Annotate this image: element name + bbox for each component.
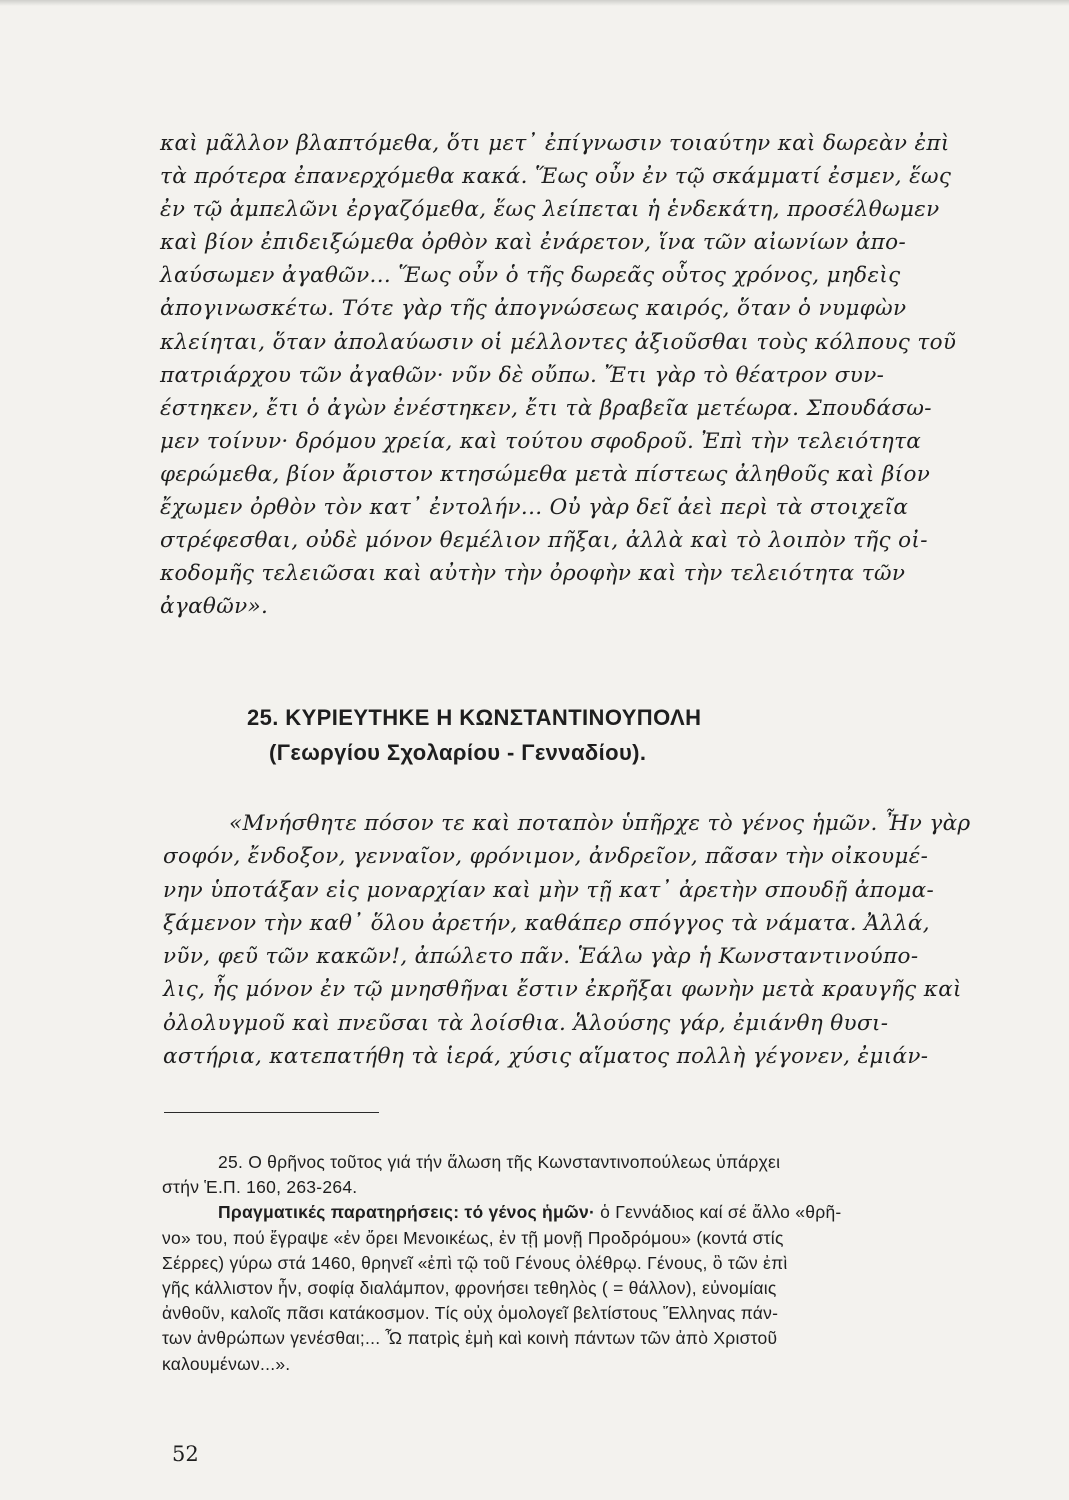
section-heading [247, 700, 947, 770]
footnote-line: Σέρρες) γύρω στά 1460, θρηνεῖ «ἐπὶ τῷ τοῦ Γένους ὀλέθρῳ. Γένους, ὃ τῶν ἐπὶ [162, 1252, 788, 1273]
quote-text [163, 807, 1023, 1073]
quote-line: ὀλολυγμοῦ καὶ πνεῦσαι τὰ λοίσθια. Ἁλούσης γάρ, ἐμιάνθη θυσι- [163, 1010, 889, 1036]
body-line: στρέφεσθαι, οὐδὲ μόνον θεμέλιον πῆξαι, ἀλλὰ καὶ τὸ λοιπὸν τῆς οἰ- [160, 528, 928, 554]
page-number: 52 [172, 1442, 199, 1466]
body-line: καὶ βίον ἐπιδειξώμεθα ὀρθὸν καὶ ἐνάρετον, ἵνα τῶν αἰωνίων ἀπο- [160, 230, 907, 256]
section-title: 25. ΚΥΡΙΕΥΤΗΚΕ Η ΚΩΝΣΤΑΝΤΙΝΟΥΠΟΛΗ [247, 705, 702, 730]
footnote-divider [164, 1112, 379, 1113]
body-line: ἐν τῷ ἀμπελῶνι ἐργαζόμεθα, ἕως λείπεται ἡ ἑνδεκάτη, προσέλθωμεν [160, 197, 940, 223]
body-line: τὰ πρότερα ἐπανερχόμεθα κακά. Ἕως οὖν ἐν τῷ σκάμματί ἐσμεν, ἕως [160, 164, 952, 190]
footnote-line: καλουμένων...». [162, 1353, 291, 1374]
footnote-text: ὁ Γεννάδιος καί σέ ἄλλο «θρῆ- [595, 1202, 842, 1223]
body-line: φερώμεθα, βίον ἄριστον κτησώμεθα μετὰ πίστεως ἀληθοῦς καὶ βίον [160, 461, 931, 487]
quote-line: λις, ἧς μόνον ἐν τῷ μνησθῆναι ἔστιν ἐκρῆξαι φωνὴν μετὰ κραυγῆς καὶ [163, 977, 962, 1003]
quote-line: σοφόν, ἔνδοξον, γενναῖον, φρόνιμον, ἀνδρεῖον, πᾶσαν τὴν οἰκουμέ- [163, 844, 929, 870]
quote-line: νην ὑποτάξαν εἰς μοναρχίαν καὶ μὴν τῇ κατ᾿ ἀρετὴν σπουδῇ ἀπομα- [163, 877, 935, 903]
footnote-line [162, 1200, 1022, 1225]
footnotes [162, 1150, 1022, 1377]
body-text [160, 127, 1022, 623]
body-line: κοδομῆς τελειῶσαι καὶ αὐτὴν τὴν ὀροφὴν καὶ τὴν τελειότητα τῶν [160, 561, 906, 587]
quote-line: αστήρια, κατεπατήθη τὰ ἱερά, χύσις αἵματος πολλὴ γέγονεν, ἐμιάν- [163, 1044, 929, 1070]
footnote-line: 25. Ο θρῆνος τοῦτος γιά τήν ἅλωση τῆς Κωνσταντινοπούλεως ὑπάρχει [218, 1152, 781, 1172]
footnote-line: νο» του, πού ἔγραψε «ἐν ὄρει Μενοικέως, ἐν τῇ μονῇ Προδρόμου» (κοντά στίς [162, 1227, 784, 1248]
body-line: λαύσωμεν ἀγαθῶν... Ἕως οὖν ὁ τῆς δωρεᾶς οὗτος χρόνος, μηδεὶς [160, 263, 901, 289]
footnote-line: γῆς κάλλιστον ἦν, σοφίᾳ διαλάμπον, φρονήσει τεθηλὸς ( = θάλλον), εὐνομίαις [162, 1277, 777, 1298]
quote-line: ξάμενον τὴν καθ᾿ ὅλου ἀρετήν, καθάπερ σπόγγος τὰ νάματα. Ἀλλά, [163, 910, 930, 936]
section-subtitle: (Γεωργίου Σχολαρίου - Γενναδίου). [269, 740, 647, 765]
body-line: ἀγαθῶν». [160, 594, 269, 620]
body-line: πατριάρχου τῶν ἀγαθῶν· νῦν δὲ οὔπω. Ἔτι γὰρ τὸ θέατρον συν- [160, 362, 885, 388]
body-line: ἔχωμεν ὀρθὸν τὸν κατ᾿ ἐντολήν... Οὐ γὰρ δεῖ ἀεὶ περὶ τὰ στοιχεῖα [160, 495, 909, 521]
footnote-bold-lead: Πραγματικές παρατηρήσεις: τό γένος ἡμῶν· [218, 1202, 596, 1223]
footnote-line: ἀνθοῦν, καλοῖς πᾶσι κατάκοσμον. Τίς οὐχ ὁμολογεῖ βελτίστους Ἕλληνας πάν- [162, 1303, 779, 1324]
footnote-line: στήν Ἑ.Π. 160, 263-264. [162, 1177, 358, 1198]
scan-top-edge [0, 0, 1069, 6]
body-line: καὶ μᾶλλον βλαπτόμεθα, ὅτι μετ᾿ ἐπίγνωσιν τοιαύτην καὶ δωρεὰν ἐπὶ [160, 131, 950, 156]
body-line: μεν τοίνυν· δρόμου χρεία, καὶ τούτου σφοδροῦ. Ἐπὶ τὴν τελειότητα [160, 428, 922, 454]
body-line: έστηκεν, ἔτι ὁ ἀγὼν ἐνέστηκεν, ἔτι τὰ βραβεῖα μετέωρα. Σπουδάσω- [160, 395, 932, 421]
quote-line: νῦν, φεῦ τῶν κακῶν!, ἀπώλετο πᾶν. Ἑάλω γὰρ ἡ Κωνσταντινούπο- [163, 944, 919, 970]
footnote-line: των ἀνθρώπων γενέσθαι;... Ὦ πατρὶς ἐμὴ καὶ κοινὴ πάντων τῶν ἀπὸ Χριστοῦ [162, 1328, 778, 1349]
body-line: ἀπογινωσκέτω. Τότε γὰρ τῆς ἀπογνώσεως καιρός, ὅταν ὁ νυμφὼν [160, 296, 907, 322]
body-line: κλείηται, ὅταν ἀπολαύωσιν οἱ μέλλοντες ἀξιοῦσθαι τοὺς κόλπους τοῦ [160, 329, 957, 355]
quote-line: «Μνήσθητε πόσον τε καὶ ποταπὸν ὑπῆρχε τὸ γένος ἡμῶν. Ἦν γὰρ [229, 811, 971, 836]
